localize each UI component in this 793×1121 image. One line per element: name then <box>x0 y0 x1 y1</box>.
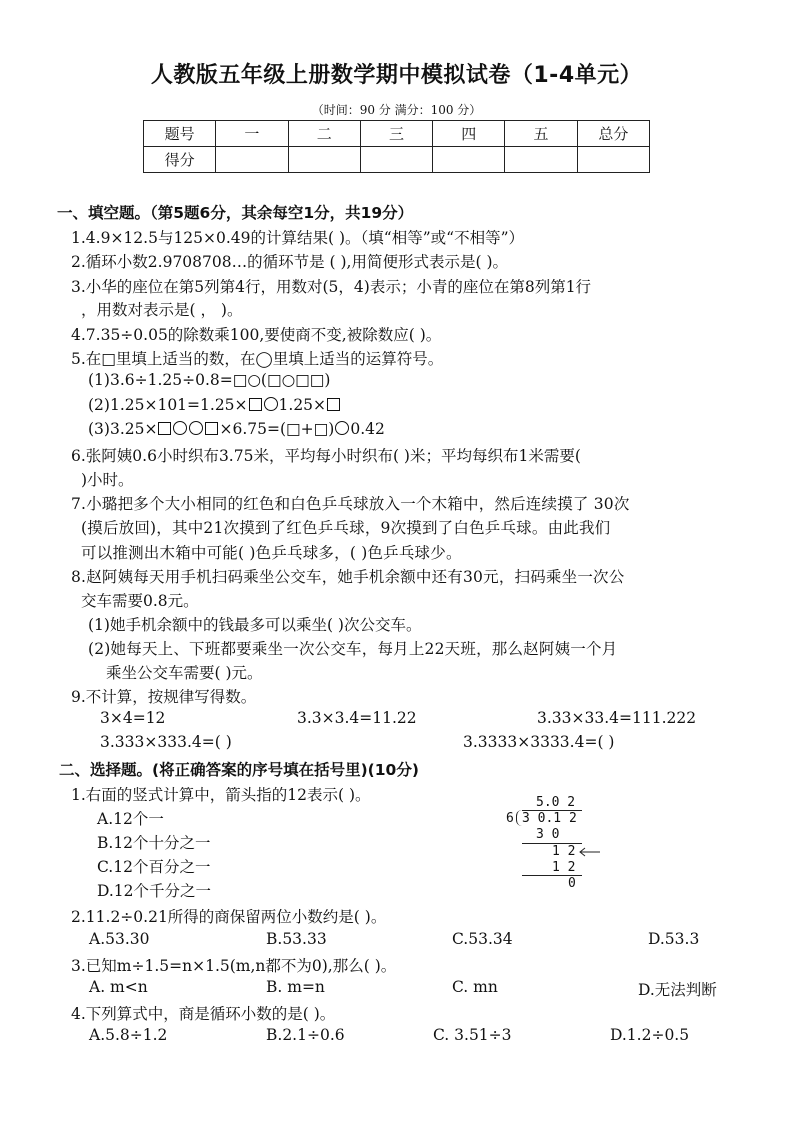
section2-heading: 二、选择题。(将正确答案的序号填在括号里)(10分) <box>59 761 419 779</box>
page-title: 人教版五年级上册数学期中模拟试卷（1-4单元） <box>150 63 643 88</box>
option-b[interactable]: B.53.33 <box>266 930 327 948</box>
pattern-item: 3.3333×3333.4=( ) <box>463 733 615 751</box>
question-1-8-cont: 交车需要0.8元。 <box>81 592 199 610</box>
score-table <box>143 120 650 173</box>
score-table-cell: 三 <box>360 121 432 147</box>
option-c[interactable]: C. 3.51÷3 <box>433 1026 512 1044</box>
question-1-6-cont: )小时。 <box>81 471 134 489</box>
option-c[interactable]: C. mn <box>452 978 498 996</box>
score-table-cell: 五 <box>505 121 577 147</box>
score-table-cell: 一 <box>216 121 288 147</box>
question-1-6: 6.张阿姨0.6小时织布3.75米，平均每小时织布( )米；平均每织布1米需要( <box>71 447 581 465</box>
option-d[interactable]: D.12个千分之一 <box>97 882 212 900</box>
operator-circle[interactable] <box>189 421 203 435</box>
question-1-9: 9.不计算，按规律写得数。 <box>71 688 257 706</box>
question-1-1: 1.4.9×12.5与125×0.49的计算结果( )。（填“相等”或“不相等”） <box>71 229 524 247</box>
score-table-cell: 总分 <box>577 121 649 147</box>
score-table-cell: 二 <box>288 121 360 147</box>
option-c[interactable]: C.53.34 <box>452 930 513 948</box>
question-1-7-cont2: 可以推测出木箱中可能( )色乒乓球多，( )色乒乓球少。 <box>81 544 462 562</box>
option-c[interactable]: C.12个百分之一 <box>97 858 211 876</box>
division-step: 1 2 <box>552 844 576 859</box>
question-1-8-2: (2)她每天上、下班都要乘坐一次公交车，每月上22天班，那么赵阿姨一个月 <box>88 640 618 658</box>
division-dividend: 3 0.1 2 <box>522 811 577 826</box>
option-a[interactable]: A.12个一 <box>97 810 164 828</box>
operator-circle[interactable] <box>173 421 187 435</box>
score-cell[interactable] <box>505 147 577 173</box>
question-1-8: 8.赵阿姨每天用手机扫码乘坐公交车，她手机余额中还有30元，扫码乘坐一次公 <box>71 568 625 586</box>
question-2-1: 1.右面的竖式计算中，箭头指的12表示( )。 <box>71 786 371 804</box>
question-2-3: 3.已知m÷1.5=n×1.5(m,n都不为0),那么( )。 <box>71 957 397 975</box>
answer-box[interactable] <box>205 422 218 435</box>
question-1-5-2 <box>88 396 341 414</box>
score-cell[interactable] <box>577 147 649 173</box>
pattern-item: 3.333×333.4=( ) <box>100 733 232 751</box>
answer-box[interactable] <box>158 422 171 435</box>
exam-info: （时间：90 分 满分：100 分） <box>311 103 482 117</box>
option-a[interactable]: A.53.30 <box>89 930 150 948</box>
pattern-item: 3.3×3.4=11.22 <box>297 709 417 727</box>
option-d[interactable]: D.53.3 <box>648 930 700 948</box>
score-table-cell: 四 <box>433 121 505 147</box>
question-1-2: 2.循环小数2.9708708…的循环节是 ( ),用简便形式表示是( )。 <box>71 253 509 271</box>
q5-3-text-c: 0.42 <box>350 420 385 438</box>
score-table-cell: 得分 <box>144 147 216 173</box>
score-cell[interactable] <box>288 147 360 173</box>
answer-box[interactable] <box>327 398 340 411</box>
q5-2-text-a: (2)1.25×101=1.25× <box>88 396 248 414</box>
division-remainder: 0 <box>568 876 576 891</box>
operator-circle[interactable] <box>264 397 278 411</box>
score-cell[interactable] <box>433 147 505 173</box>
option-b[interactable]: B.2.1÷0.6 <box>266 1026 345 1044</box>
q5-2-text-b: 1.25× <box>278 396 327 414</box>
section1-heading: 一、填空题。（第5题6分，其余每空1分，共19分） <box>57 204 414 222</box>
pattern-item: 3×4=12 <box>100 709 166 727</box>
question-1-3: 3.小华的座位在第5列第4行，用数对(5，4)表示；小青的座位在第8列第1行 <box>71 278 592 296</box>
q5-3-text-a: (3)3.25× <box>88 420 158 438</box>
question-1-5-3 <box>88 420 385 438</box>
operator-circle[interactable] <box>335 421 349 435</box>
division-divisor: 6 <box>506 811 514 826</box>
question-1-7-cont1: (摸后放回)，其中21次摸到了红色乒乓球，9次摸到了白色乒乓球。由此我们 <box>81 519 611 537</box>
option-a[interactable]: A.5.8÷1.2 <box>89 1026 168 1044</box>
option-b[interactable]: B.12个十分之一 <box>97 834 211 852</box>
division-quotient: 5.0 2 <box>536 795 576 810</box>
pattern-item: 3.33×33.4=111.222 <box>537 709 697 727</box>
question-1-5: 5.在□里填上适当的数，在◯里填上适当的运算符号。 <box>71 350 444 368</box>
score-table-header-row <box>144 121 650 147</box>
score-table-score-row <box>144 147 650 173</box>
question-1-8-2-cont: 乘坐公交车需要( )元。 <box>106 664 263 682</box>
answer-box[interactable] <box>249 398 262 411</box>
option-b[interactable]: B. m=n <box>266 978 325 996</box>
option-d[interactable]: D.无法判断 <box>638 981 717 999</box>
question-1-8-1: (1)她手机余额中的钱最多可以乘坐( )次公交车。 <box>88 616 422 634</box>
division-step: 1 2 <box>552 860 576 875</box>
question-2-4: 4.下列算式中，商是循环小数的是( )。 <box>71 1005 336 1023</box>
question-1-5-1: (1)3.6÷1.25÷0.8=□○(□○□□) <box>88 371 331 389</box>
score-cell[interactable] <box>360 147 432 173</box>
question-2-2: 2.11.2÷0.21所得的商保留两位小数约是( )。 <box>71 908 387 926</box>
arrow-left-icon <box>576 845 600 859</box>
question-1-3-cont: ，用数对表示是( ， )。 <box>81 301 243 319</box>
option-d[interactable]: D.1.2÷0.5 <box>610 1026 690 1044</box>
option-a[interactable]: A. m<n <box>89 978 148 996</box>
question-1-4: 4.7.35÷0.05的除数乘100,要使商不变,被除数应( )。 <box>71 326 442 344</box>
question-1-7: 7.小璐把多个大小相同的红色和白色乒乓球放入一个木箱中，然后连续摸了 30次 <box>71 495 630 513</box>
score-table-cell: 题号 <box>144 121 216 147</box>
q5-3-text-b: ×6.75=(□+□) <box>219 420 335 438</box>
score-cell[interactable] <box>216 147 288 173</box>
division-step: 3 0 <box>536 827 560 842</box>
